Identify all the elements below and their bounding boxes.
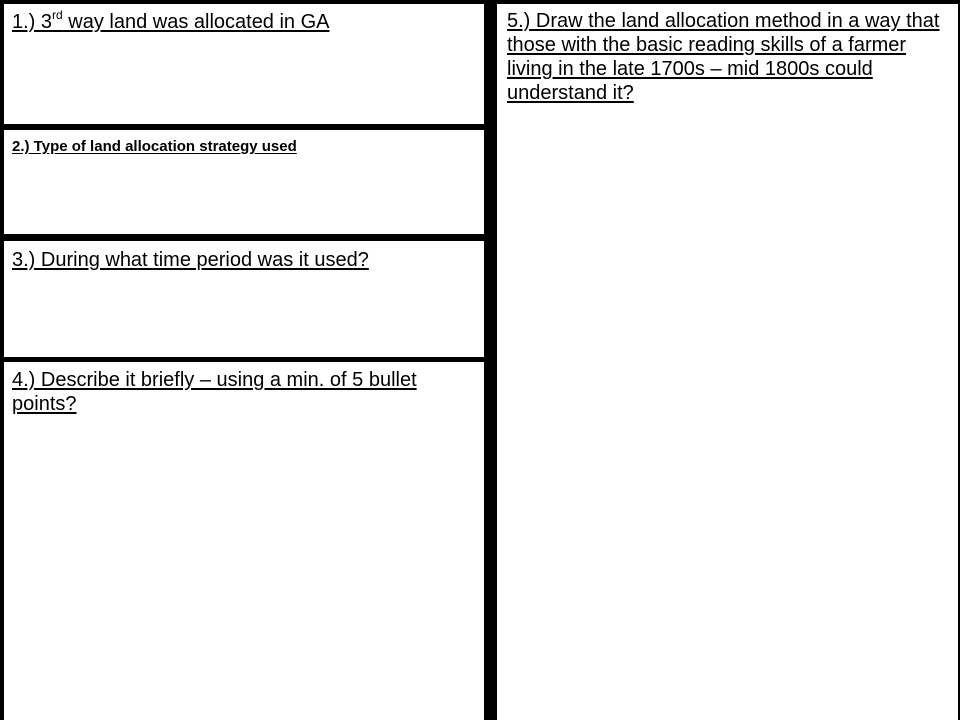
question-5-prompt: 5.) Draw the land allocation method in a way that those with the basic reading skills of a farmer living in the late 1700s – mid 1800s could understand it? xyxy=(507,10,940,104)
question-3-box xyxy=(4,241,484,357)
question-1-prefix: 1.) 3 xyxy=(12,11,53,33)
question-1-suffix: way land was allocated in GA xyxy=(62,11,330,33)
question-4-box xyxy=(4,362,484,720)
question-5-box xyxy=(497,4,958,720)
question-1-box xyxy=(4,4,484,124)
question-1-prompt xyxy=(4,4,484,34)
question-1-superscript: rd xyxy=(52,8,63,22)
question-4-prompt: 4.) Describe it briefly – using a min. of 5 bullet points? xyxy=(12,369,417,415)
question-2-prompt: 2.) Type of land allocation strategy used xyxy=(12,138,297,155)
question-3-prompt: 3.) During what time period was it used? xyxy=(12,249,369,271)
question-2-box xyxy=(4,130,484,234)
